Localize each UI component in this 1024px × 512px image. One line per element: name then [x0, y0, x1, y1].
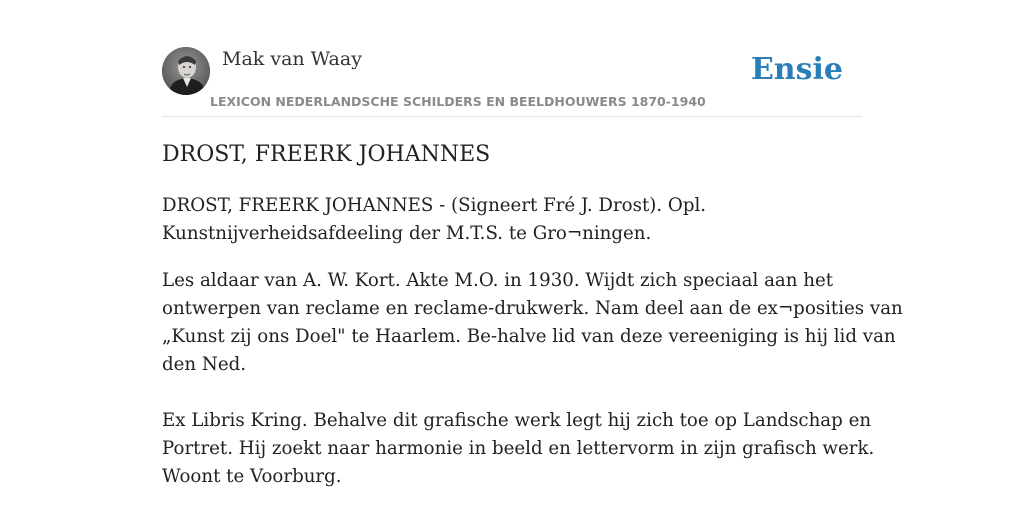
- header: [162, 44, 862, 117]
- paragraph-2: [162, 267, 903, 379]
- paragraph-line: DROST, FREERK JOHANNES - (Signeert Fré J. Drost). Opl.: [162, 195, 707, 216]
- author-portrait-image: [162, 47, 210, 95]
- paragraph-line: ontwerpen van reclame en reclame-drukwerk. Nam deel aan de ex¬posities van: [162, 298, 903, 319]
- paragraph-3: [162, 407, 875, 491]
- paragraph-line: „Kunst zij ons Doel" te Haarlem. Be-halve lid van deze vereeniging is hij lid van: [162, 326, 896, 347]
- paragraph-line: Portret. Hij zoekt naar harmonie in beeld en lettervorm in zijn grafisch werk.: [162, 438, 875, 459]
- paragraph-line: den Ned.: [162, 354, 247, 375]
- article-title: DROST, FREERK JOHANNES: [162, 142, 491, 167]
- author-name[interactable]: Mak van Waay: [222, 48, 362, 70]
- paragraph-line: Ex Libris Kring. Behalve dit grafische werk legt hij zich toe op Landschap en: [162, 410, 872, 431]
- brand-logo[interactable]: Ensie: [750, 52, 843, 87]
- article-body: [162, 192, 903, 510]
- source-title[interactable]: LEXICON NEDERLANDSCHE SCHILDERS EN BEELDHOUWERS 1870-1940: [210, 94, 706, 109]
- paragraph-line: Les aldaar van A. W. Kort. Akte M.O. in 1930. Wijdt zich speciaal aan het: [162, 270, 834, 291]
- avatar[interactable]: [162, 47, 210, 95]
- paragraph-1: [162, 192, 862, 248]
- paragraph-line: Kunstnijverheidsafdeeling der M.T.S. te Gro¬ningen.: [162, 223, 652, 244]
- paragraph-line: Woont te Voorburg.: [162, 466, 342, 487]
